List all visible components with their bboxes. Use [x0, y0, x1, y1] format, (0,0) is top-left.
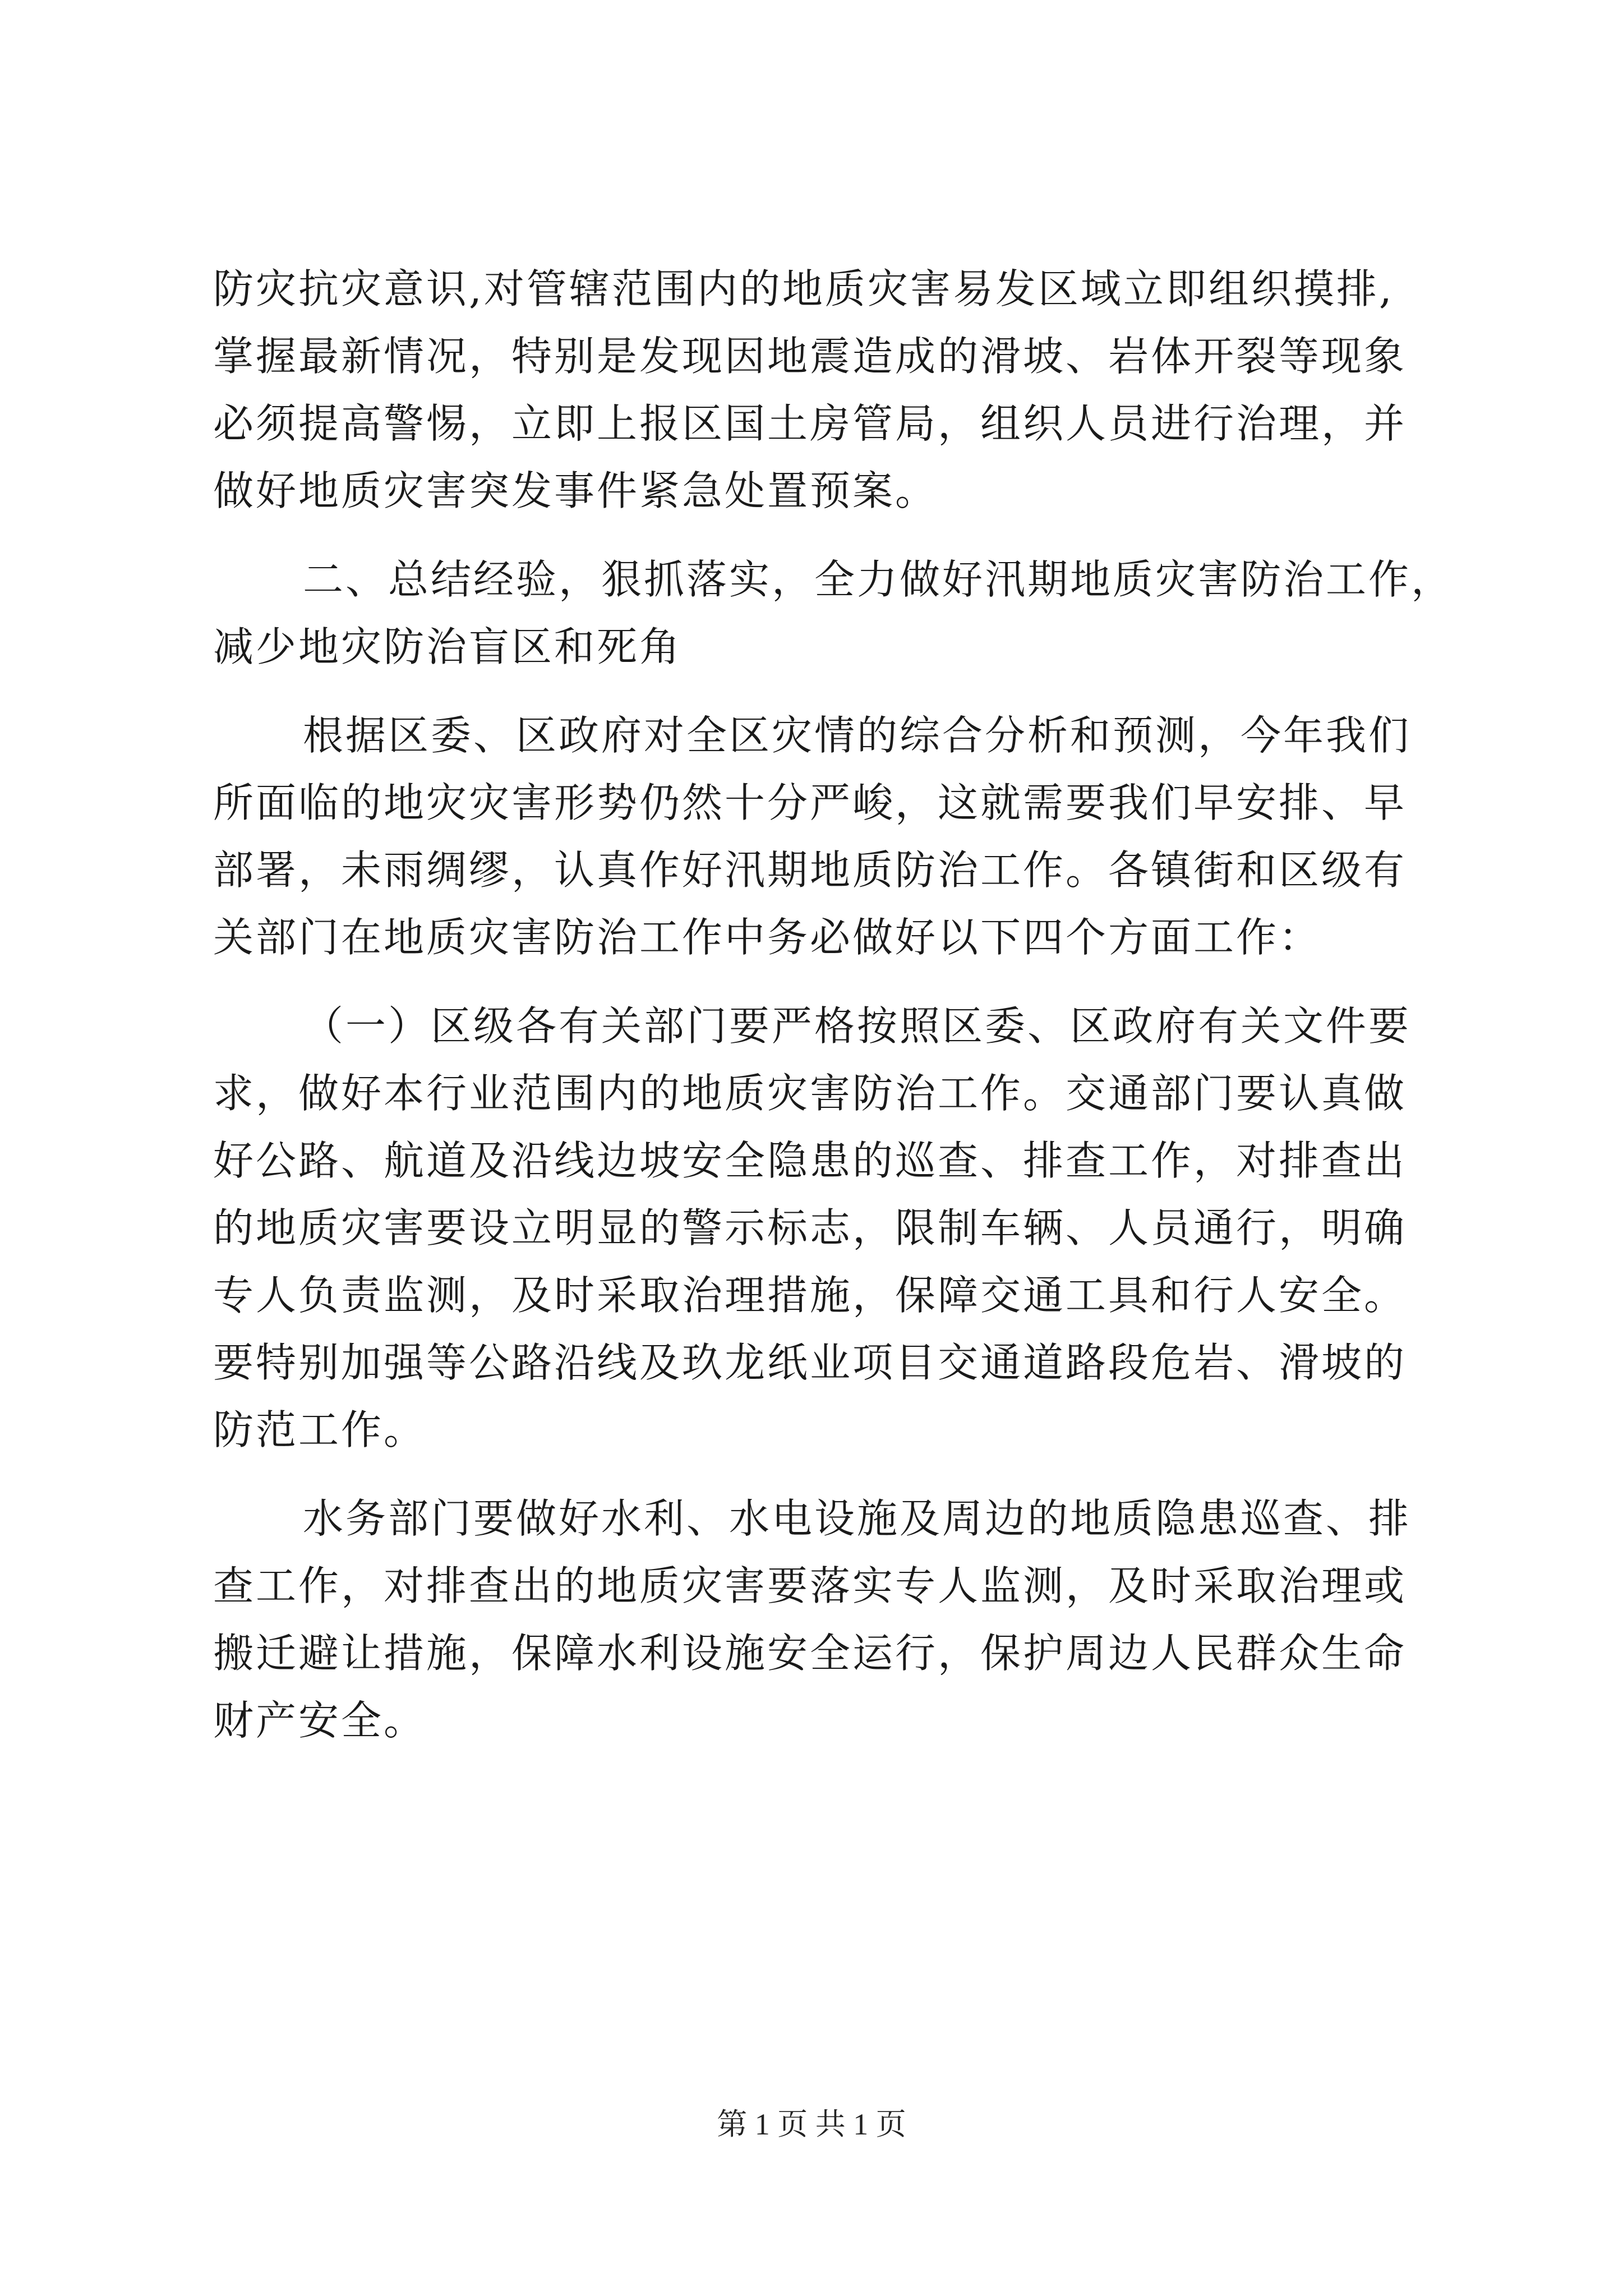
text-line: 搬迁避让措施，保障水利设施安全运行，保护周边人民群众生命 [213, 1630, 1407, 1677]
text-line: 掌握最新情况，特别是发现因地震造成的滑坡、岩体开裂等现象 [213, 333, 1407, 380]
text-line: 专人负责监测，及时采取治理措施，保障交通工具和行人安全。 [213, 1272, 1407, 1319]
text-line: 好公路、航道及沿线边坡安全隐患的巡查、排查工作，对排查出 [213, 1137, 1407, 1184]
text-line: 防灾抗灾意识,对管辖范围内的地质灾害易发区域立即组织摸排, [213, 265, 1394, 312]
text-line: 关部门在地质灾害防治工作中务必做好以下四个方面工作： [213, 914, 1322, 961]
text-line: 根据区委、区政府对全区灾情的综合分析和预测，今年我们 [303, 712, 1412, 759]
text-line: 求，做好本行业范围内的地质灾害防治工作。交通部门要认真做 [213, 1070, 1407, 1117]
text-line: （一）区级各有关部门要严格按照区委、区政府有关文件要 [303, 1002, 1412, 1050]
text-line: 防范工作。 [213, 1406, 427, 1453]
text-line: 查工作，对排查出的地质灾害要落实专人监测，及时采取治理或 [213, 1562, 1407, 1609]
text-line: 要特别加强等公路沿线及玖龙纸业项目交通道路段危岩、滑坡的 [213, 1339, 1407, 1386]
document-body [213, 255, 1475, 1754]
text-line: 做好地质灾害突发事件紧急处置预案。 [213, 467, 938, 514]
section-heading-line: 二、总结经验，狠抓落实，全力做好汛期地质灾害防治工作， [303, 556, 1454, 603]
text-line: 的地质灾害要设立明显的警示标志，限制车辆、人员通行，明确 [213, 1204, 1407, 1251]
text-line: 部署，未雨绸缪，认真作好汛期地质防治工作。各镇街和区级有 [213, 846, 1407, 894]
section-heading-line: 减少地灾防治盲区和死角 [213, 623, 683, 670]
page-number-footer: 第 1 页 共 1 页 [717, 2108, 906, 2141]
text-line: 必须提高警惕，立即上报区国土房管局，组织人员进行治理，并 [213, 400, 1407, 447]
text-line: 所面临的地灾灾害形势仍然十分严峻，这就需要我们早安排、早 [213, 779, 1407, 826]
text-line: 水务部门要做好水利、水电设施及周边的地质隐患巡查、排 [303, 1495, 1412, 1542]
text-line: 财产安全。 [213, 1697, 427, 1744]
